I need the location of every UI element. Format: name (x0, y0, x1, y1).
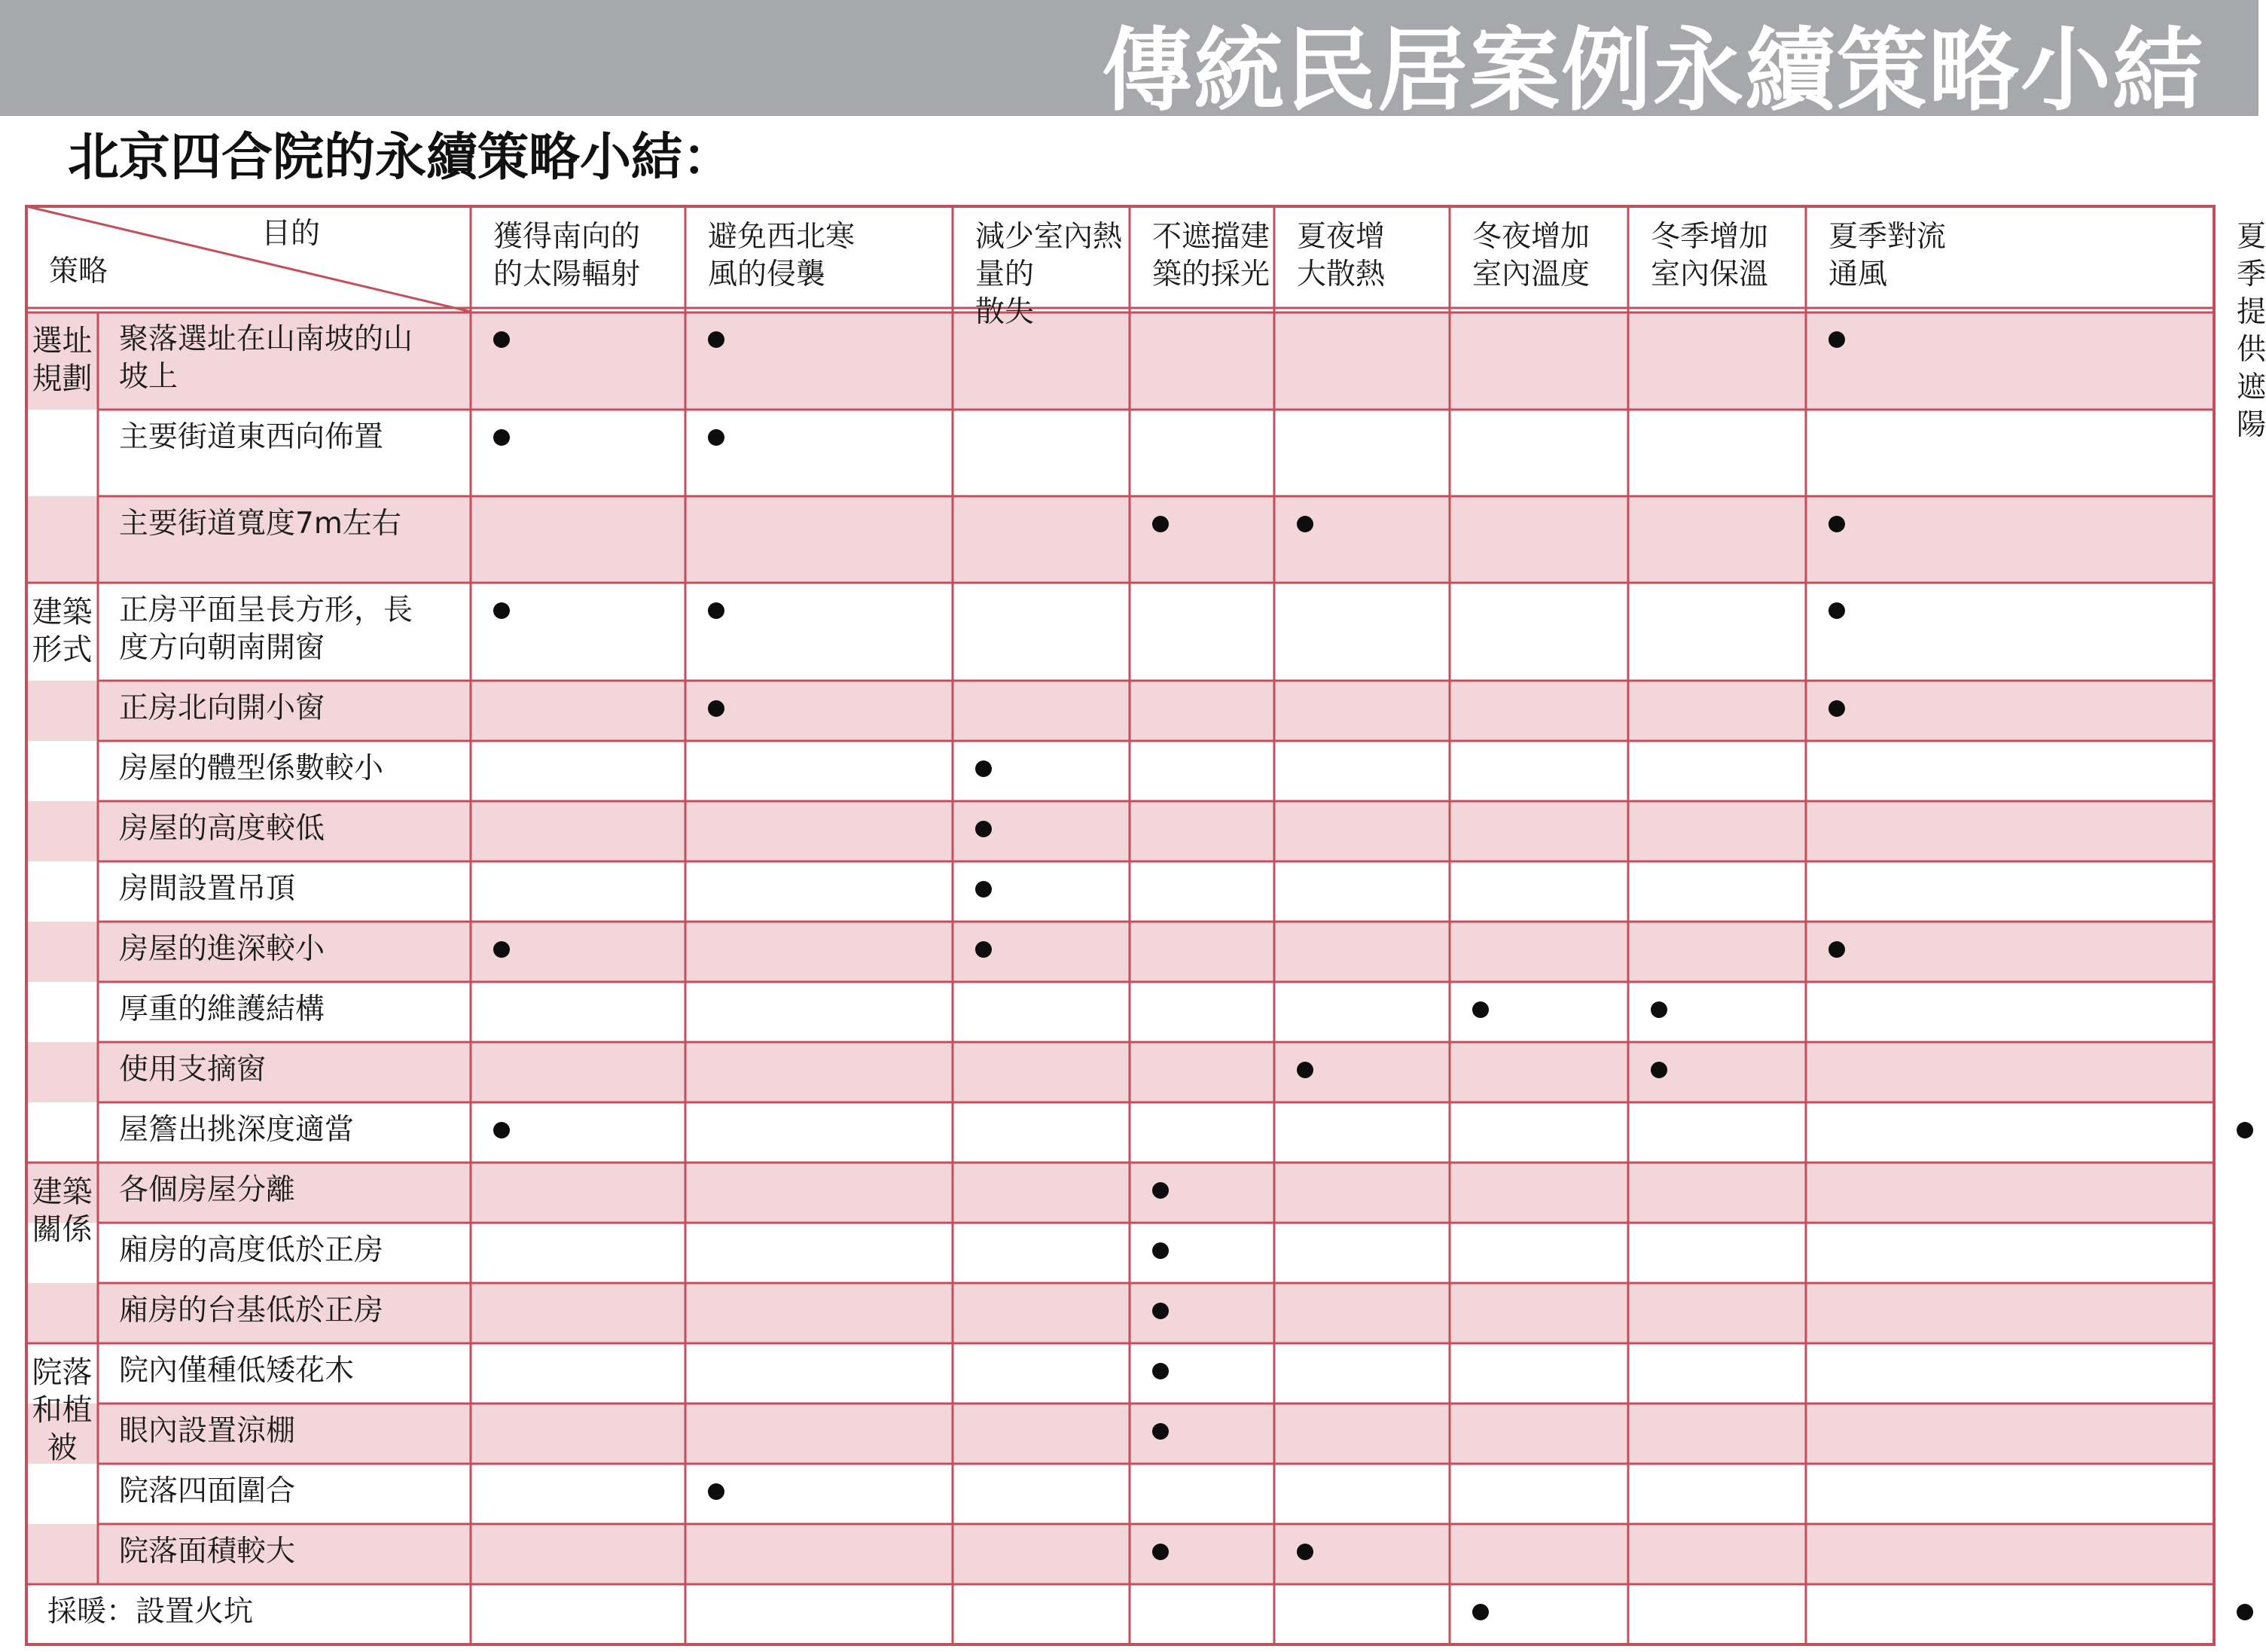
objective-mark-dot (1828, 602, 1845, 619)
strategy-cell (98, 1283, 471, 1343)
objective-mark-dot (493, 941, 510, 958)
strategy-cell (98, 496, 471, 583)
objective-mark-dot (1472, 1604, 1489, 1620)
objective-mark-dot (708, 331, 724, 348)
section-subtitle: 北京四合院的永續策略小結： (68, 128, 734, 187)
objective-mark-dot (1152, 1544, 1169, 1560)
cell-text-line: 的太陽輻射 (493, 258, 641, 291)
cell-text-line: 冬季增加 (1651, 220, 1769, 254)
cell-text-line: 廂房的高度低於正房 (119, 1233, 384, 1267)
objective-mark-dot (708, 602, 724, 619)
strategy-cell (98, 1524, 471, 1584)
objective-mark-dot (2237, 1604, 2253, 1620)
cell-text-line: 風的侵襲 (708, 258, 826, 291)
cell-text-line: 房間設置吊頂 (119, 872, 296, 906)
strategy-cell (98, 583, 471, 681)
cell-text-line: 採暖：設置火坑 (47, 1595, 254, 1629)
objective-mark-dot (975, 941, 992, 958)
strategy-cell (98, 681, 471, 741)
cell-text-line: 減少室內熱量的 (975, 220, 1123, 291)
objective-mark-dot (1297, 1062, 1313, 1078)
strategy-group-label: 選址規劃 (32, 324, 93, 396)
cell-text-line: 夏季對流 (1828, 220, 1947, 254)
strategy-cell (98, 1163, 471, 1223)
objective-mark-dot (1152, 1423, 1169, 1440)
objective-mark-dot (1152, 1363, 1169, 1379)
cell-text-line: 正房北向開小窗 (119, 691, 325, 725)
cell-text-line: 散失 (975, 295, 1035, 329)
objective-mark-dot (1828, 700, 1845, 717)
objective-header (1450, 206, 1628, 312)
objective-mark-dot (493, 429, 510, 446)
cell-text-line: 室內保溫 (1651, 258, 1769, 291)
strategy-cell (26, 1584, 471, 1644)
objective-mark-dot (708, 429, 724, 446)
objective-mark-dot (1828, 941, 1845, 958)
objective-mark-dot (1828, 516, 1845, 532)
cell-text-line: 度方向朝南開窗 (119, 631, 325, 665)
cell-text-line: 屋簷出挑深度適當 (119, 1113, 355, 1147)
objective-mark-dot (1828, 331, 1845, 348)
strategy-cell (98, 861, 471, 922)
cell-text-line: 夏夜增 (1297, 220, 1386, 254)
header-objective-label: 目的 (261, 217, 320, 251)
strategy-cell (98, 1343, 471, 1404)
cell-text-line: 使用支摘窗 (119, 1053, 267, 1087)
cell-text-line: 避免西北寒 (708, 220, 855, 254)
strategy-cell (98, 1102, 471, 1163)
cell-text-line: 室內溫度 (1472, 258, 1590, 291)
cell-text-line: 院落面積較大 (119, 1535, 296, 1568)
objective-header (953, 206, 1130, 329)
strategy-group-label: 院落和植被 (32, 1355, 93, 1465)
objective-mark-dot (1297, 516, 1313, 532)
objective-mark-dot (708, 700, 724, 717)
objective-mark-dot (1152, 1242, 1169, 1259)
strategy-cell (98, 1223, 471, 1283)
cell-text-line: 各個房屋分離 (119, 1173, 296, 1207)
cell-text-line: 眼內設置涼棚 (119, 1414, 296, 1448)
strategy-group-label: 建築關係 (32, 1175, 93, 1247)
cell-text-line: 築的採光 (1152, 258, 1270, 291)
objective-header (471, 206, 685, 312)
objective-mark-dot (1152, 1182, 1169, 1199)
cell-text-line: 院內僅種低矮花木 (119, 1354, 355, 1388)
strategy-cell (98, 982, 471, 1042)
strategy-cell (98, 1042, 471, 1102)
cell-text-line: 大散熱 (1297, 258, 1386, 291)
cell-text-line: 夏季提供 (2237, 220, 2266, 367)
cell-text-line: 坡上 (119, 360, 178, 394)
objective-header (1274, 206, 1450, 312)
strategy-cell (98, 1404, 471, 1464)
strategy-cell (98, 741, 471, 801)
cell-text-line: 主要街道寬度7m左右 (119, 507, 401, 541)
strategy-cell (98, 410, 471, 496)
cell-text-line: 通風 (1828, 258, 1888, 291)
objective-header (685, 206, 953, 312)
objective-mark-dot (975, 821, 992, 837)
cell-text-line: 正房平面呈長方形，長 (119, 593, 413, 627)
cell-text-line: 房屋的進深較小 (119, 932, 325, 966)
strategy-cell (98, 1464, 471, 1524)
objective-mark-dot (1651, 1001, 1667, 1018)
objective-mark-dot (1472, 1001, 1489, 1018)
objective-mark-dot (493, 602, 510, 619)
cell-text-line: 房屋的體型係數較小 (119, 751, 384, 785)
cell-text-line: 遮陽 (2237, 370, 2266, 442)
objective-mark-dot (975, 881, 992, 898)
cell-text-line: 聚落選址在山南坡的山 (119, 322, 413, 356)
page-title: 傳統民居案例永續策略小結 (1102, 19, 2204, 123)
cell-text-line: 廂房的台基低於正房 (119, 1294, 384, 1327)
strategy-group-label: 建築形式 (32, 595, 93, 667)
objective-mark-dot (1297, 1544, 1313, 1560)
cell-text-line: 獲得南向的 (493, 220, 641, 254)
cell-text-line: 院落四面圍合 (119, 1474, 296, 1508)
objective-mark-dot (493, 1122, 510, 1138)
cell-text-line: 不遮擋建 (1152, 220, 1270, 254)
objective-mark-dot (708, 1483, 724, 1500)
objective-mark-dot (975, 760, 992, 777)
objective-header (2214, 206, 2266, 442)
strategy-cell (98, 922, 471, 982)
cell-text-line: 房屋的高度較低 (119, 812, 325, 846)
objective-header (1130, 206, 1274, 312)
objective-mark-dot (493, 331, 510, 348)
objective-header (1806, 206, 2214, 312)
header-strategy-label: 策略 (49, 255, 108, 288)
objective-mark-dot (1152, 1303, 1169, 1319)
objective-mark-dot (1651, 1062, 1667, 1078)
objective-mark-dot (2237, 1122, 2253, 1138)
objective-mark-dot (1152, 516, 1169, 532)
cell-text-line: 厚重的維護結構 (119, 992, 325, 1026)
cell-text-line: 主要街道東西向佈置 (119, 420, 384, 454)
objective-header (1628, 206, 1806, 312)
cell-text-line: 冬夜增加 (1472, 220, 1590, 254)
strategy-cell (98, 312, 471, 410)
strategy-cell (98, 801, 471, 861)
